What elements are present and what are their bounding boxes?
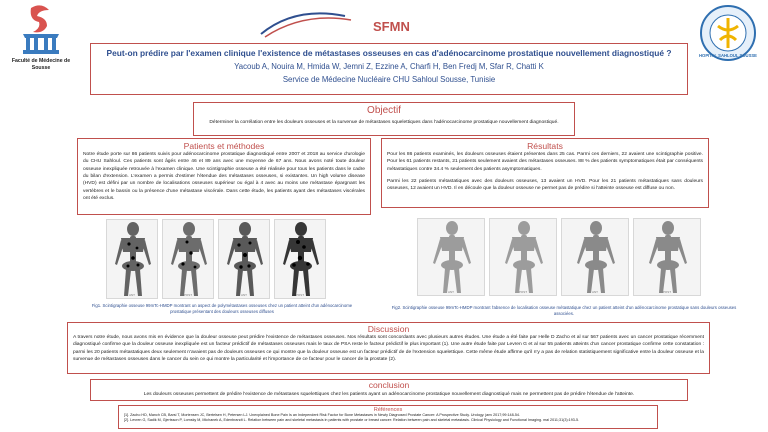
objectif-text: Déterminer la corrélation entre les douleurs osseuses et la survenue de métastases squelettiques dans l'adénocarcinome prostatique nouvellement diagnostiqué. [209, 120, 559, 125]
bone-scan-image [162, 219, 214, 299]
resultats-paragraph-1: Pour les 86 patients examinés, les douleurs osseuses étaient présentes dans 25 cas. Parmi ces derniers, 22 avaient une scintigraphie positive. Pour les 61 patients restants, 21 patients seulement avaient des métastases osseuses. 88 % des patients symptomatiques était par conséquents métastatiques contre 34.4 % seulement des patients asymptomatiques. [387, 152, 703, 172]
bone-scan-image [489, 218, 557, 296]
figure-1-caption: Fig1. Scintigraphie osseuse 99mTc-HMDP montrant un aspect de polymétastases osseuses chez un patient atteint d'un adénocarcinome prostatique présentant des douleurs osseuses diffuses [91, 303, 353, 315]
faculty-logo-caption: Faculté de Médecine de Sousse [11, 58, 71, 71]
discussion-section [67, 322, 710, 374]
sfmn-logo [255, 4, 435, 40]
scan-panel-label: POST [662, 290, 672, 294]
hospital-logo-text: HOPITAL SAHLOUL SOUSSE [699, 53, 757, 58]
poster-title-box [90, 43, 688, 95]
poster-title: Peut-on prédire par l'examen clinique l'existence de métastases osseuses en cas d'adénocarcinome prostatique nouvellement diagnostiqué ? [106, 48, 672, 58]
figure-1-images [106, 219, 326, 299]
references-heading: Références [373, 407, 403, 413]
figure-2-caption: Fig2. Scintigraphie osseuse 99mTc-HMDP montrant l'absence de localisation osseuse métastatique chez un patient atteint d'un adénocarcinome prostatique sans douleurs osseuses associées. [391, 305, 737, 317]
resultats-heading: Résultats [527, 141, 563, 151]
resultats-section [381, 138, 709, 208]
poster-affiliation: Service de Médecine Nucléaire CHU Sahloul Sousse, Tunisie [282, 75, 496, 84]
resultats-paragraph-2: Parmi les 22 patients métastatiques avec des douleurs osseuses, 13 avaient un HVD. Pour les 21 patients métastatiques sans douleurs osseuses, 12 avaient un HVD. Il en découle que la douleur osseuse ne permet pas de prédire si l'atteinte osseuse est diffuse ou non. [387, 179, 703, 192]
sfmn-logo-text: SFMN [373, 19, 410, 34]
objectif-heading: Objectif [367, 105, 401, 116]
faculty-emblem-icon [13, 4, 69, 56]
faculty-logo [10, 4, 72, 88]
references-section [118, 405, 658, 429]
scan-panel-label: ANT [592, 290, 598, 294]
bone-scan-image [218, 219, 270, 299]
poster-authors: Yacoub A, Nouira M, Hmida W, Jemni Z, Ezzine A, Charfi H, Ben Fredj M, Sfar R, Chatti K [234, 62, 544, 71]
discussion-heading: Discussion [367, 324, 410, 334]
bone-scan-image [561, 218, 629, 296]
bone-scan-image [633, 218, 701, 296]
scan-panel-label: ANT [448, 290, 454, 294]
conclusion-heading: conclusion [368, 380, 410, 390]
patients-methodes-heading: Patients et méthodes [183, 141, 265, 151]
figure-2-images [417, 218, 701, 296]
patients-methodes-section [77, 138, 371, 215]
reference-item: [1]. Zacho HD, Manch CB, Barsi T, Mortensen JC, Bertelsen H, Petersen LJ. Unexplained Bone Pain Is an Independent Risk Factor for Bone Metastases in Newly Diagnosed Prostate Cancer: A Prospective Study. Urology. janv 2017;99:148-54. [124, 413, 520, 417]
bone-scan-image [106, 219, 158, 299]
conclusion-text: Les douleurs osseuses permettent de prédire l'existence de métastases squelettiques chez les patients ayant un adénocarcinome prostatique nouvellement diagnostiqué mais ne permettent pas de prédire l'étendue de l'atteinte. [143, 392, 635, 397]
scan-panel-label: ANT [241, 293, 247, 297]
bone-scan-image [274, 219, 326, 299]
objectif-section [193, 102, 575, 136]
scan-panel-label: POST [518, 290, 528, 294]
conclusion-section [90, 379, 688, 401]
discussion-text: A travers notre étude, nous avons mis en évidence que la douleur osseuse peut prédire l'existence de métastases osseuses. Nos résultats sont concordants avec plusieurs autres études. Une étude a été faite par Helle D Zacho et al sur 567 patients avec un cancer prostatique récemment diagnostiqué confirme que la douleur osseuse inexpliquée est un facteur prédictif de métastases osseuses mais le taux de PSA reste le facteur prédictif le plus important (1). Une autre étude faite par Levren G et al sur 55 patients atteints d'un cancer prostatique confirme cette constatation : parmi les 20 patients métastatiques deux seulement n'avaient pas de douleurs osseuses ce qui montre que la douleur osseuse est un facteur prédictif de de l'extension squelettique. Cette même étude affirme qu'il n'y a pas de relation statistiquement significative entre la douleur osseuse et la survenue de métastases osseuses dans le cancer du sein ce qui montre la particularité et l'importance de ce facteur pour le cancer de la prostate (2). [73, 335, 704, 363]
scan-panel-label: ANT [129, 293, 135, 297]
scan-panel-label: POST [295, 293, 305, 297]
patients-methodes-text: Notre étude porte sur 86 patients suivis pour adénocarcinome prostatique diagnostiqué entre 2007 et 2018 au service d'urologie du CHU Sahloul. Ces patients sont âgés entre 46 et 89 ans avec une moyenne de 67 ans. Nous avons noté toute douleur osseuse inexpliquée retrouvée à l'examen clinique. Une scintigraphie osseuse a été réalisée pour tous les patients dans le cadre du bilan d'extension. L'examen a permis d'estimer l'étendue des métastases osseuses, si existantes. Un high volume disease (HVD) est défini par un nombre de localisations osseuses supérieur ou égal à 4 avec au moins une métastase épargnant les vertèbres et le bassin ou la présence d'une métastase viscérale. Dans cette étude, les patients ayant des métastases viscérales ont été exclus. [83, 152, 365, 202]
scan-panel-label: POST [183, 293, 193, 297]
bone-scan-image [417, 218, 485, 296]
hospital-logo [696, 4, 760, 62]
reference-item: [2]. Levren G, Sadik M, Gjertsson P, Lomsky M, Michanek A, Edenbrandt L. Relation between pain and skeletal metastasis in patients with prostate or breast cancer: Relation between pain and skeletal metastasis. Clinical Physiology and Functional Imaging. mai 2011;31(3):193-5. [124, 418, 580, 423]
